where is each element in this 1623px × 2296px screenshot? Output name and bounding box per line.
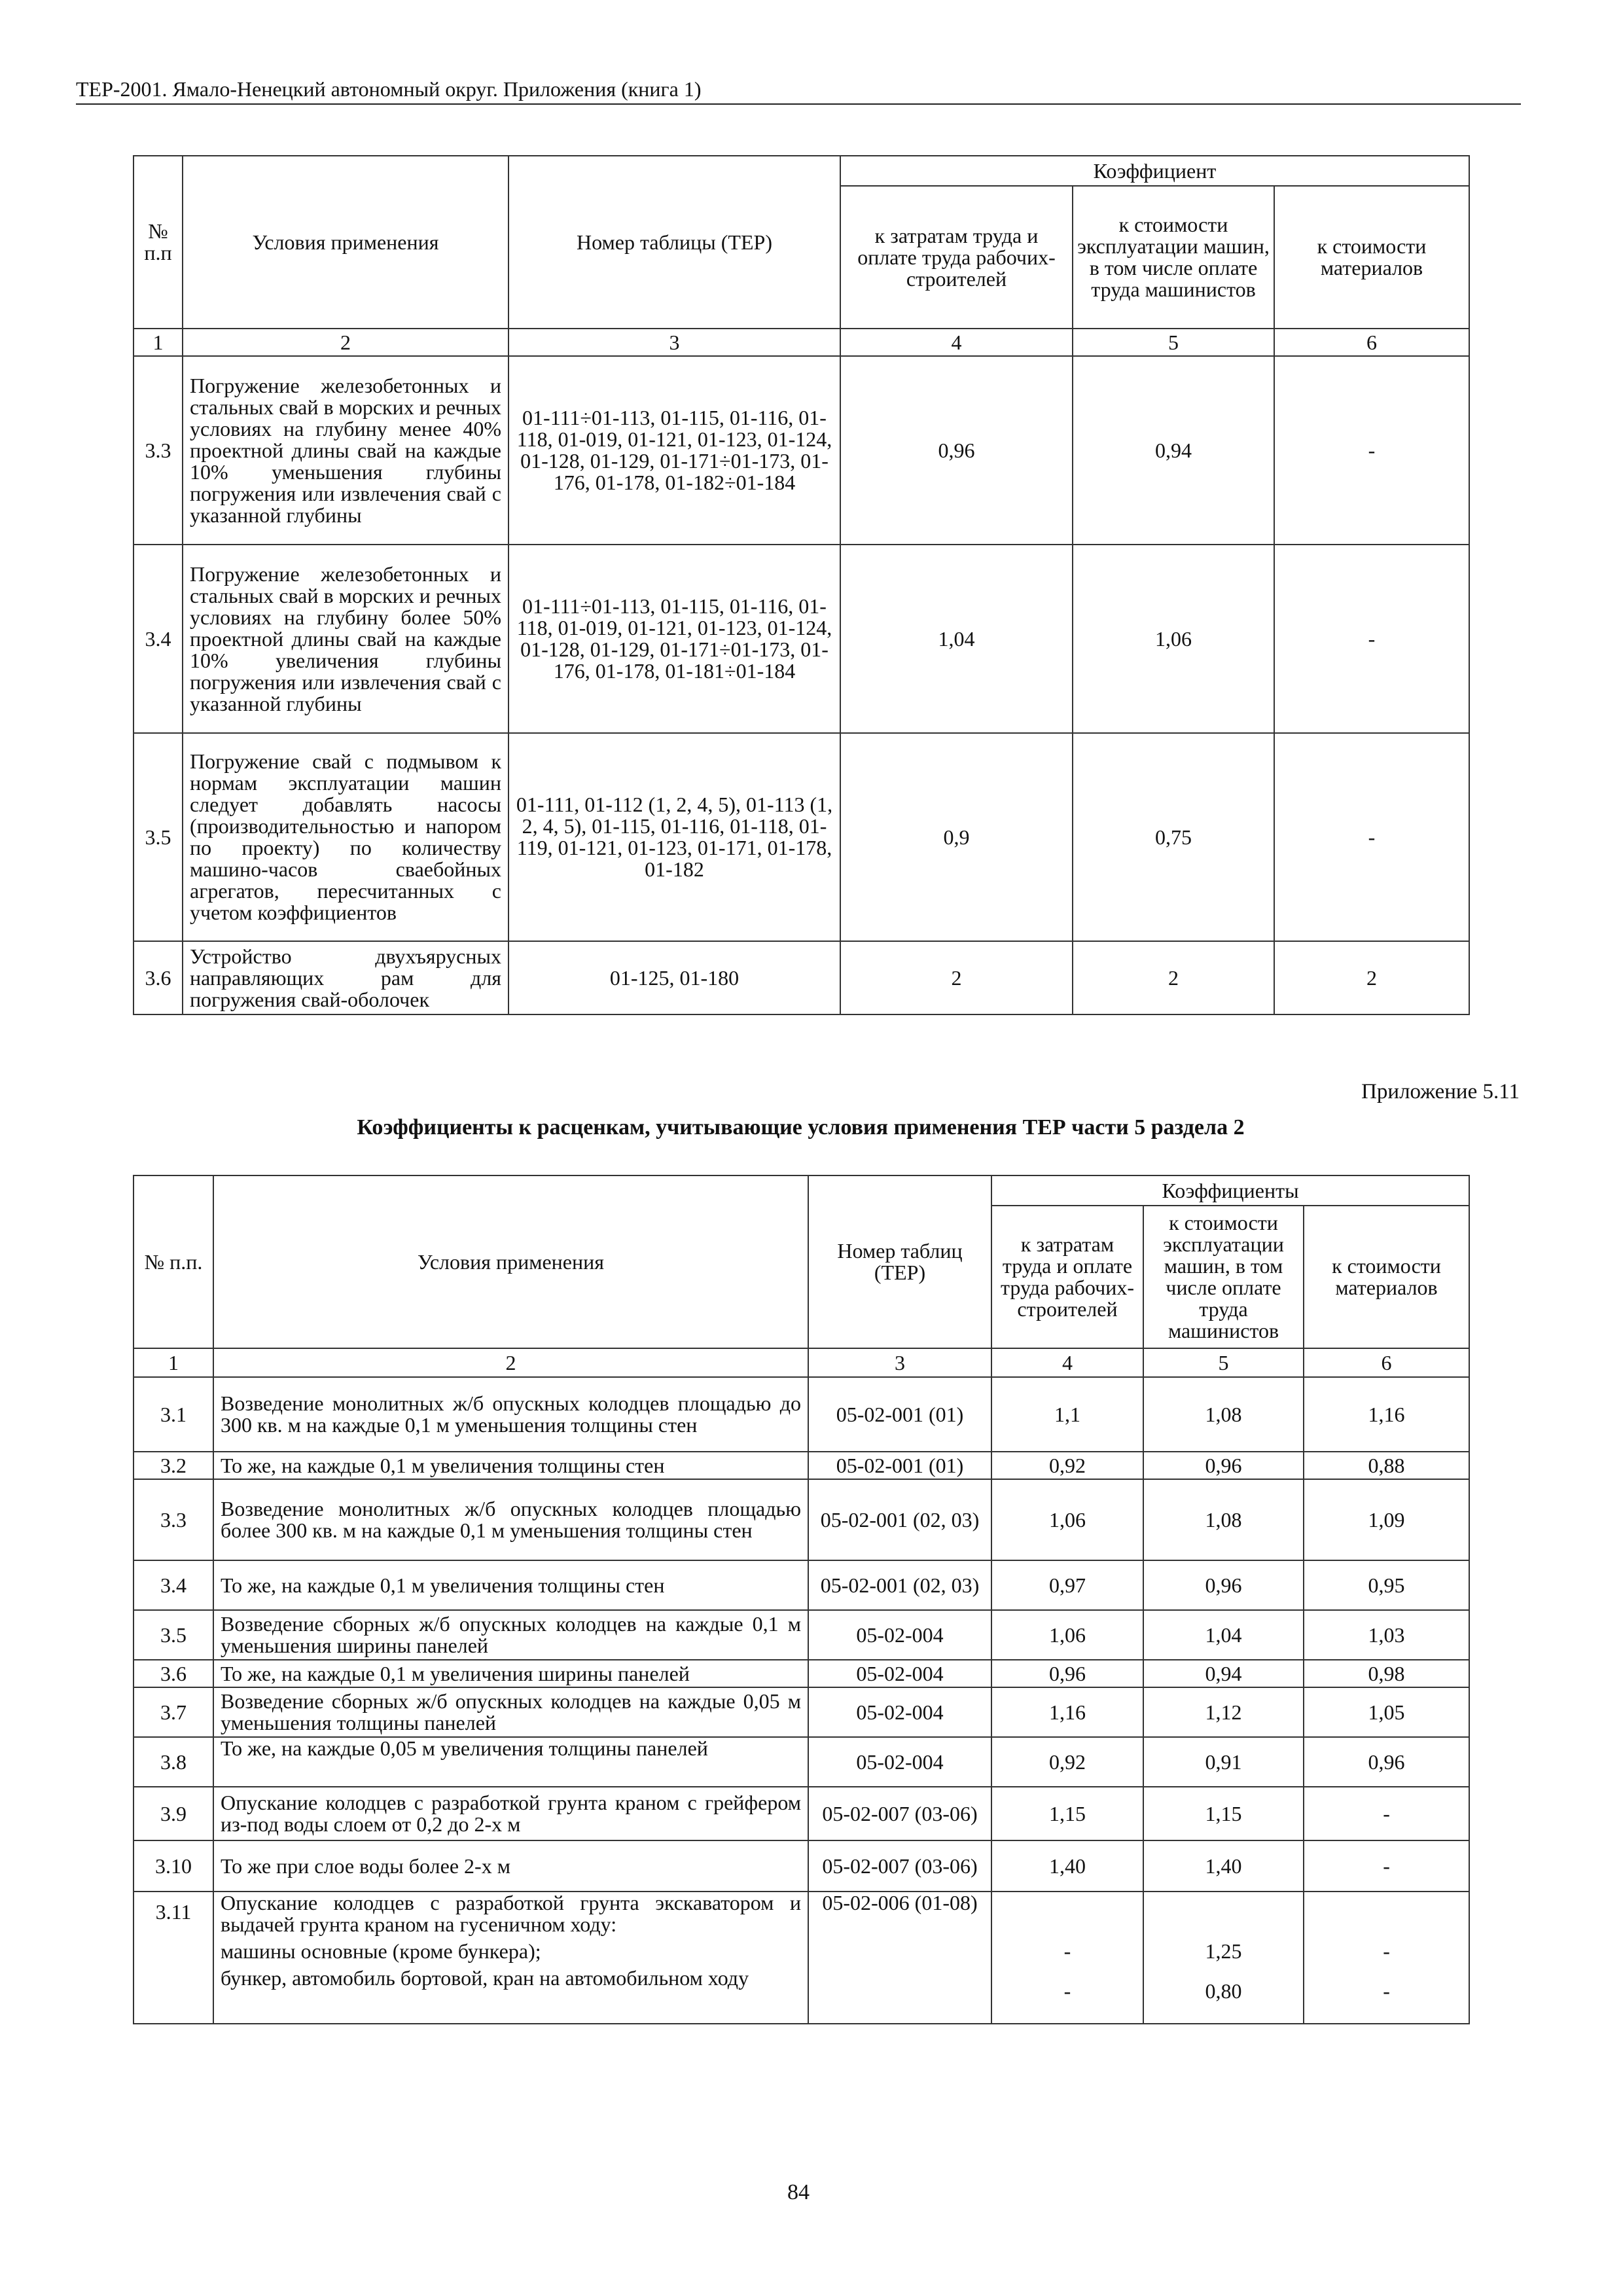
table-row — [134, 941, 1469, 1014]
column-number-row — [134, 1348, 1469, 1377]
row-labor: 0,9 — [840, 733, 1073, 941]
row-num: 3.2 — [134, 1452, 213, 1479]
row-num: 3.11 — [134, 1892, 213, 2024]
row-sub1-labor: - — [1063, 1939, 1071, 1963]
row-table-number: 01-125, 01-180 — [508, 941, 840, 1014]
col-number: 6 — [1274, 329, 1469, 356]
coefficients-table-2 — [133, 1175, 1470, 2024]
row-materials: 1,09 — [1304, 1479, 1469, 1560]
row-labor: 0,92 — [991, 1737, 1143, 1787]
row-conditions: Возведение сборных ж/б опускных колодцев на каждые 0,05 м уменьшения толщины панелей — [213, 1687, 808, 1737]
row-materials: 1,03 — [1304, 1610, 1469, 1660]
row-labor: 1,1 — [991, 1377, 1143, 1452]
row-sub2-machines: 0,80 — [1205, 1979, 1242, 2003]
row-num: 3.3 — [134, 356, 183, 545]
row-labor: 0,96 — [991, 1660, 1143, 1687]
row-machines: 0,94 — [1073, 356, 1274, 545]
table-row — [134, 1787, 1469, 1840]
table-row — [134, 1452, 1469, 1479]
header-num: № п.п. — [134, 1175, 213, 1348]
row-num: 3.5 — [134, 733, 183, 941]
table-row — [134, 1479, 1469, 1560]
header-conditions: Условия применения — [213, 1175, 808, 1348]
header-coef-materials: к стоимости материалов — [1274, 186, 1469, 329]
row-table-number: 05-02-007 (03-06) — [808, 1787, 991, 1840]
table-row — [134, 356, 1469, 545]
table-row — [134, 545, 1469, 733]
row-table-number: 05-02-004 — [808, 1687, 991, 1737]
row-labor: 2 — [840, 941, 1073, 1014]
table-row — [134, 1687, 1469, 1737]
row-num: 3.1 — [134, 1377, 213, 1452]
table-row — [134, 1610, 1469, 1660]
row-table-number: 05-02-004 — [808, 1660, 991, 1687]
row-conditions — [213, 1892, 808, 2024]
row-materials: - — [1274, 356, 1469, 545]
row-sub1-materials: - — [1383, 1939, 1390, 1963]
col-number: 2 — [183, 329, 508, 356]
row-num: 3.8 — [134, 1737, 213, 1787]
row-table-number: 05-02-001 (01) — [808, 1452, 991, 1479]
col-number: 1 — [134, 1348, 213, 1377]
header-table-number: Номер таблицы (ТЕР) — [508, 156, 840, 329]
row-num: 3.4 — [134, 545, 183, 733]
row-materials: 1,16 — [1304, 1377, 1469, 1452]
col-number: 4 — [840, 329, 1073, 356]
row-conditions: Опускание колодцев с разработкой грунта краном с грейфером из-под воды слоем от 0,2 до 2-х м — [213, 1787, 808, 1840]
row-machines: 2 — [1073, 941, 1274, 1014]
row-labor: 0,97 — [991, 1560, 1143, 1610]
row-table-number: 05-02-004 — [808, 1610, 991, 1660]
row-table-number: 01-111÷01-113, 01-115, 01-116, 01-118, 01-019, 01-121, 01-123, 01-124, 01-128, 01-129, 01-171÷01-173, 01-176, 01-178, 01-181÷01-184 — [508, 545, 840, 733]
column-number-row — [134, 329, 1469, 356]
row-materials: 0,95 — [1304, 1560, 1469, 1610]
header-coef-labor: к затратам труда и оплате труда рабочих-строителей — [991, 1206, 1143, 1348]
row-machines: 1,15 — [1143, 1787, 1304, 1840]
row-table-number: 05-02-001 (02, 03) — [808, 1560, 991, 1610]
row-labor: 1,15 — [991, 1787, 1143, 1840]
header-coef-labor: к затратам труда и оплате труда рабочих-строителей — [840, 186, 1073, 329]
table2-title: Коэффициенты к расценкам, учитывающие условия применения ТЕР части 5 раздела 2 — [357, 1115, 1245, 1139]
table-row — [134, 1377, 1469, 1452]
col-number: 3 — [808, 1348, 991, 1377]
row-labor: 0,96 — [840, 356, 1073, 545]
row-materials: - — [1274, 733, 1469, 941]
row-machines: 0,91 — [1143, 1737, 1304, 1787]
header-conditions: Условия применения — [183, 156, 508, 329]
row-conditions: Возведение монолитных ж/б опускных колодцев площадью до 300 кв. м на каждые 0,1 м уменьшения толщины стен — [213, 1377, 808, 1452]
row-conditions: То же, на каждые 0,1 м увеличения ширины панелей — [213, 1660, 808, 1687]
row-labor — [991, 1892, 1143, 2024]
row-machines: 1,04 — [1143, 1610, 1304, 1660]
row-machines: 1,12 — [1143, 1687, 1304, 1737]
row-materials: - — [1304, 1787, 1469, 1840]
appendix-label: Приложение 5.11 — [1361, 1080, 1520, 1103]
col-number: 1 — [134, 329, 183, 356]
row-table-number: 05-02-007 (03-06) — [808, 1840, 991, 1892]
row-sub2-materials: - — [1383, 1979, 1390, 2003]
row-table-number: 05-02-001 (01) — [808, 1377, 991, 1452]
row-table-number: 01-111÷01-113, 01-115, 01-116, 01-118, 01-019, 01-121, 01-123, 01-124, 01-128, 01-129, 01-171÷01-173, 01-176, 01-178, 01-182÷01-184 — [508, 356, 840, 545]
row-table-number: 05-02-006 (01-08) — [808, 1892, 991, 2024]
row-labor: 1,16 — [991, 1687, 1143, 1737]
row-conditions: Погружение свай с подмывом к нормам эксплуатации машин следует добавлять насосы (производительностью и напором по проекту) по количеству машино-часов сваебойных агрегатов, пересчитанных с учетом коэффициентов — [183, 733, 508, 941]
running-header: ТЕР-2001. Ямало-Ненецкий автономный округ. Приложения (книга 1) — [76, 76, 1521, 105]
row-num: 3.4 — [134, 1560, 213, 1610]
table-row — [134, 733, 1469, 941]
row-machines: 1,08 — [1143, 1377, 1304, 1452]
col-number: 6 — [1304, 1348, 1469, 1377]
table-row — [134, 1840, 1469, 1892]
header-table-number: Номер таблиц (ТЕР) — [808, 1175, 991, 1348]
row-sub2-conditions: бункер, автомобиль бортовой, кран на автомобильном ходу — [221, 1966, 749, 1990]
row-materials: 1,05 — [1304, 1687, 1469, 1737]
header-coef-machines: к стоимости эксплуатации машин, в том числе оплате труда машинистов — [1073, 186, 1274, 329]
table-row — [134, 1737, 1469, 1787]
col-number: 5 — [1073, 329, 1274, 356]
row-num: 3.7 — [134, 1687, 213, 1737]
row-table-number: 05-02-004 — [808, 1737, 991, 1787]
row-conditions: То же, на каждые 0,1 м увеличения толщины стен — [213, 1560, 808, 1610]
row-intro: Опускание колодцев с разработкой грунта экскаватором и выдачей грунта краном на гусеничном ходу: — [221, 1892, 801, 1936]
row-labor: 1,40 — [991, 1840, 1143, 1892]
header-num: № п.п — [134, 156, 183, 329]
row-sub2-labor: - — [1063, 1979, 1071, 2003]
coefficients-table-1 — [133, 155, 1470, 1015]
row-machines: 0,94 — [1143, 1660, 1304, 1687]
row-materials: - — [1304, 1840, 1469, 1892]
row-num: 3.3 — [134, 1479, 213, 1560]
table-row — [134, 1660, 1469, 1687]
row-conditions: То же при слое воды более 2-х м — [213, 1840, 808, 1892]
col-number: 4 — [991, 1348, 1143, 1377]
row-materials: 0,96 — [1304, 1737, 1469, 1787]
row-conditions: Устройство двухъярусных направляющих рам для погружения свай-оболочек — [183, 941, 508, 1014]
row-materials: 2 — [1274, 941, 1469, 1014]
row-sub1-machines: 1,25 — [1205, 1939, 1242, 1963]
row-conditions: Погружение железобетонных и стальных свай в морских и речных условиях на глубину менее 40% проектной длины свай на каждые 10% уменьшения глубины погружения или извлечения свай с указанной глубины — [183, 356, 508, 545]
row-machines — [1143, 1892, 1304, 2024]
row-conditions: Погружение железобетонных и стальных свай в морских и речных условиях на глубину более 50% проектной длины свай на каждые 10% увеличения глубины погружения или извлечения свай с указанной глубины — [183, 545, 508, 733]
row-machines: 1,40 — [1143, 1840, 1304, 1892]
row-machines: 0,96 — [1143, 1452, 1304, 1479]
header-coef-materials: к стоимости материалов — [1304, 1206, 1469, 1348]
row-num: 3.6 — [134, 1660, 213, 1687]
row-labor: 1,04 — [840, 545, 1073, 733]
page-number: 84 — [787, 2180, 810, 2204]
row-materials — [1304, 1892, 1469, 2024]
row-labor: 1,06 — [991, 1610, 1143, 1660]
row-table-number: 05-02-001 (02, 03) — [808, 1479, 991, 1560]
row-conditions: То же, на каждые 0,1 м увеличения толщины стен — [213, 1452, 808, 1479]
row-conditions: Возведение монолитных ж/б опускных колодцев площадью более 300 кв. м на каждые 0,1 м уменьшения толщины стен — [213, 1479, 808, 1560]
row-machines: 1,08 — [1143, 1479, 1304, 1560]
row-num: 3.5 — [134, 1610, 213, 1660]
row-materials: 0,98 — [1304, 1660, 1469, 1687]
row-num: 3.6 — [134, 941, 183, 1014]
row-materials: - — [1274, 545, 1469, 733]
header-coef-machines: к стоимости эксплуатации машин, в том числе оплате труда машинистов — [1143, 1206, 1304, 1348]
header-coef-group: Коэффициент — [840, 156, 1469, 186]
row-labor: 1,06 — [991, 1479, 1143, 1560]
col-number: 5 — [1143, 1348, 1304, 1377]
col-number: 2 — [213, 1348, 808, 1377]
table-row — [134, 1892, 1469, 2024]
col-number: 3 — [508, 329, 840, 356]
row-labor: 0,92 — [991, 1452, 1143, 1479]
table-row — [134, 1560, 1469, 1610]
row-machines: 1,06 — [1073, 545, 1274, 733]
row-machines: 0,96 — [1143, 1560, 1304, 1610]
header-coef-group: Коэффициенты — [991, 1175, 1469, 1206]
row-materials: 0,88 — [1304, 1452, 1469, 1479]
row-num: 3.9 — [134, 1787, 213, 1840]
row-conditions: То же, на каждые 0,05 м увеличения толщины панелей — [213, 1737, 808, 1787]
row-table-number: 01-111, 01-112 (1, 2, 4, 5), 01-113 (1, 2, 4, 5), 01-115, 01-116, 01-118, 01-119, 01-121, 01-123, 01-171, 01-178, 01-182 — [508, 733, 840, 941]
row-conditions: Возведение сборных ж/б опускных колодцев на каждые 0,1 м уменьшения ширины панелей — [213, 1610, 808, 1660]
row-num: 3.10 — [134, 1840, 213, 1892]
row-machines: 0,75 — [1073, 733, 1274, 941]
row-sub1-conditions: машины основные (кроме бункера); — [221, 1939, 541, 1963]
